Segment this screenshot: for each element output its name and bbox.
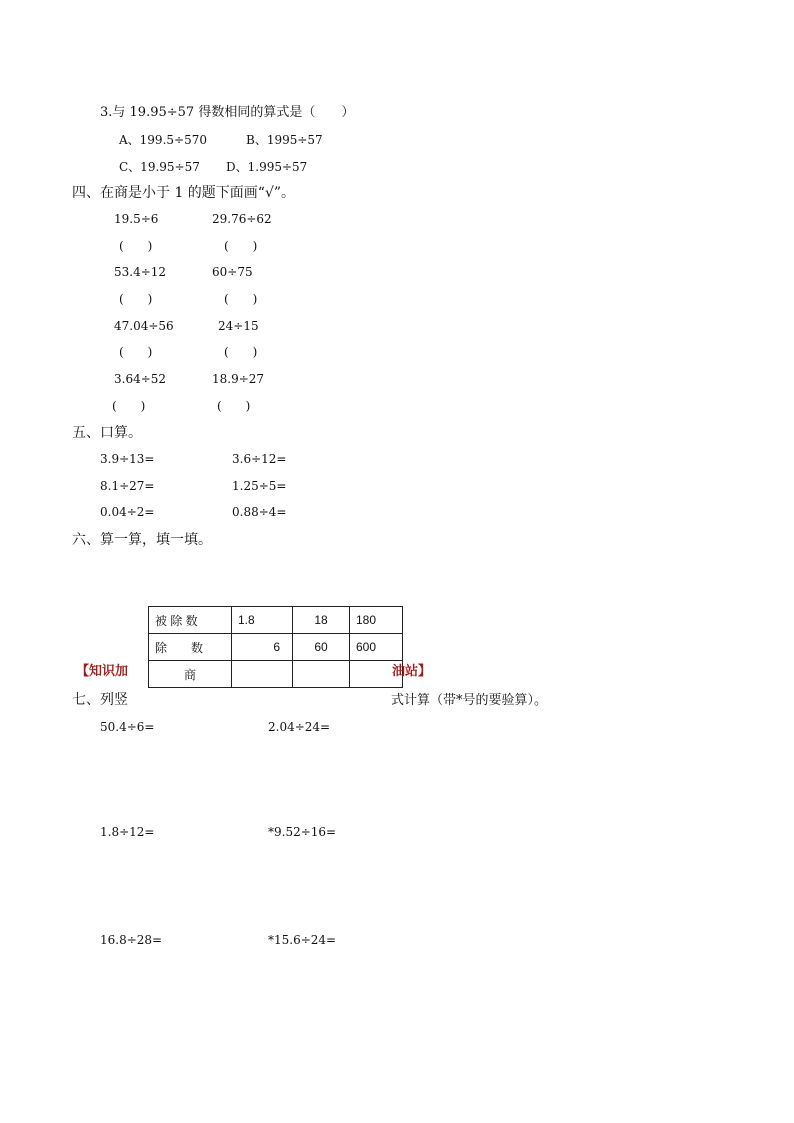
q3-option-d: D、1.995÷57 <box>226 160 308 174</box>
section7-title-left: 七、列竖 <box>72 692 128 708</box>
mental-math-left: 8.1÷27= <box>100 479 155 493</box>
vertical-calc-right: 2.04÷24= <box>268 720 331 734</box>
section5-title: 五、口算。 <box>72 425 142 441</box>
q3-option-b: B、1995÷57 <box>246 133 323 147</box>
vertical-calc-left: 50.4÷6= <box>100 720 155 734</box>
answer-paren: ( ) <box>119 345 153 359</box>
table-answer-cell[interactable] <box>293 661 350 688</box>
q3-question: 3.与 19.95÷57 得数相同的算式是（ ） <box>100 105 355 120</box>
vertical-calc-left: 1.8÷12= <box>100 825 155 839</box>
section4-item-right: 60÷75 <box>212 265 253 279</box>
answer-paren: ( ) <box>119 292 153 306</box>
table-cell: 600 <box>350 634 403 661</box>
banner-left: 【知识加 <box>76 664 129 679</box>
section6-title: 六、算一算，填一填。 <box>72 532 212 548</box>
table-row <box>149 634 403 661</box>
mental-math-right: 3.6÷12= <box>232 452 287 466</box>
answer-paren: ( ) <box>112 399 146 413</box>
section4-item-left: 19.5÷6 <box>114 212 159 226</box>
section4-item-right: 24÷15 <box>218 319 259 333</box>
answer-paren: ( ) <box>224 292 258 306</box>
section4-item-left: 53.4÷12 <box>114 265 167 279</box>
banner-right: 油站】 <box>392 664 432 679</box>
section4-item-right: 29.76÷62 <box>212 212 272 226</box>
table-answer-cell[interactable] <box>232 661 293 688</box>
table-header-divisor: 除 数 <box>149 634 232 661</box>
answer-paren: ( ) <box>119 239 153 253</box>
section7-title-right: 式计算（带*号的要验算）。 <box>391 693 548 708</box>
table-cell: 180 <box>350 607 403 634</box>
vertical-calc-left: 16.8÷28= <box>100 933 163 947</box>
vertical-calc-right: *9.52÷16= <box>268 825 337 839</box>
table-row <box>149 607 403 634</box>
table-row <box>149 661 403 688</box>
answer-paren: ( ) <box>224 239 258 253</box>
mental-math-left: 0.04÷2= <box>100 505 155 519</box>
answer-paren: ( ) <box>217 399 251 413</box>
mental-math-left: 3.9÷13= <box>100 452 155 466</box>
table-cell: 1.8 <box>232 607 293 634</box>
section4-title: 四、在商是小于 1 的题下面画“√”。 <box>72 185 296 201</box>
quotient-table <box>148 606 403 688</box>
table-cell: 6 <box>232 634 293 661</box>
table-header-quotient: 商 <box>149 661 232 688</box>
answer-paren: ( ) <box>224 345 258 359</box>
mental-math-right: 0.88÷4= <box>232 505 287 519</box>
table-cell: 60 <box>293 634 350 661</box>
section4-item-left: 47.04÷56 <box>114 319 174 333</box>
q3-option-c: C、19.95÷57 <box>119 160 200 174</box>
section4-item-right: 18.9÷27 <box>212 372 265 386</box>
section4-item-left: 3.64÷52 <box>114 372 167 386</box>
q3-option-a: A、199.5÷570 <box>119 133 207 147</box>
table-cell: 18 <box>293 607 350 634</box>
table-header-dividend: 被 除 数 <box>149 607 232 634</box>
vertical-calc-right: *15.6÷24= <box>268 933 337 947</box>
mental-math-right: 1.25÷5= <box>232 479 287 493</box>
